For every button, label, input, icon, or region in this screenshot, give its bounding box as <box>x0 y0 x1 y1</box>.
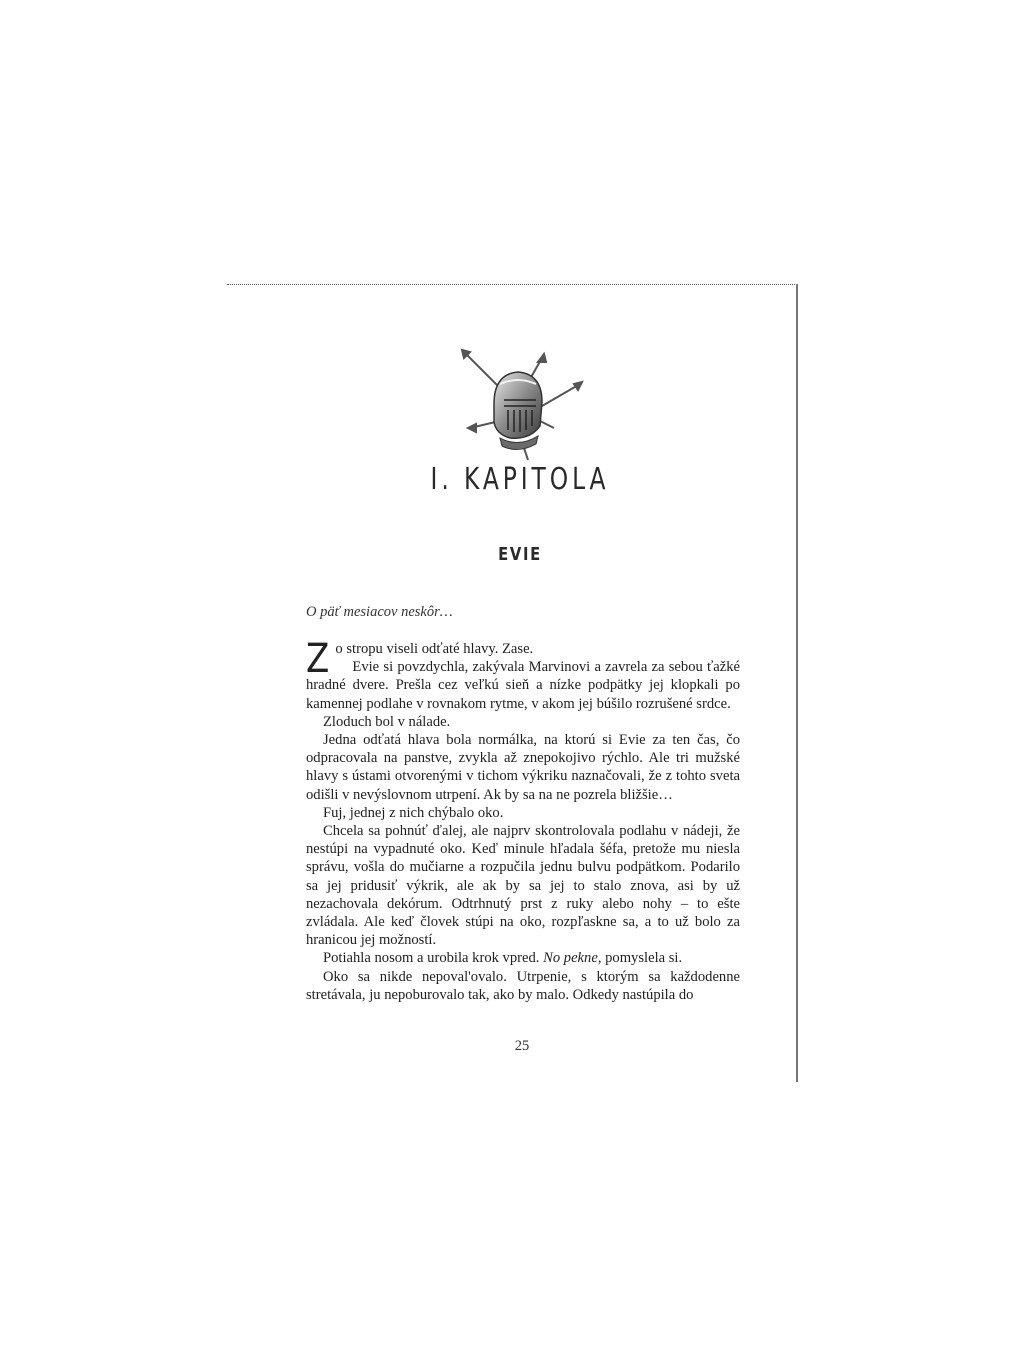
paragraph: Zloduch bol v nálade. <box>323 713 451 730</box>
chapter-title: I. KAPITOLA <box>430 462 610 497</box>
page-top-border <box>227 284 797 285</box>
paragraph: Fuj, jednej z nich chýbalo oko. <box>323 804 504 821</box>
knight-helmet-with-arrows-icon <box>450 344 590 464</box>
body-text <box>306 636 740 1004</box>
paragraph <box>306 636 740 682</box>
paragraph <box>306 949 740 967</box>
paragraph-text: o stropu viseli odťaté hlavy. Zase. <box>335 641 534 657</box>
paragraph-text: , pomyslela si. <box>597 950 683 967</box>
drop-cap: Z <box>306 636 330 682</box>
page-number: 25 <box>514 1038 530 1054</box>
paragraph: Oko sa nikde nepoval'ovalo. Utrpenie, s ktorým sa každodenne stretávala, ju nepoburovalo tak, ako by malo. Odkedy nastúpila do <box>306 968 740 1003</box>
italic-thought: No pekne <box>543 950 598 967</box>
paragraph-text: Potiahla nosom a urobila krok vpred. <box>323 950 544 967</box>
paragraph: Jedna odťatá hlava bola normálka, na ktorú si Evie za ten čas, čo odpracovala na panstve, zvykla až znepokojivo rýchlo. Ale tri mužské hlavy s ústami otvorenými v tichom výkriku naznačovali, že z tohto sveta odišli v nevýslovnom utrpení. Ak by sa na ne pozrela bližšie… <box>306 732 740 803</box>
epigraph: O päť mesiacov neskôr… <box>306 604 453 620</box>
chapter-name: EVIE <box>498 544 542 565</box>
paragraph: Chcela sa pohnúť ďalej, ale najprv skontrolovala podlahu v nádeji, že nestúpi na vypadnuté oko. Keď minule hľadala šéfa, pretože mu niesla správu, vošla do mučiarne a rozpučila jednu bulvu podpätkom. Podarilo sa jej pridusiť výkrik, ale ak by sa jej to stalo znova, asi by už nezachovala dekórum. Odtrhnutý prst z ruky alebo nohy – to ešte zvládala. Ale keď človek stúpi na oko, rozpľaskne sa, a to už bolo za hranicou jej možností. <box>306 823 740 949</box>
paragraph: Evie si povzdychla, zakývala Marvinovi a zavrela za sebou ťažké hradné dvere. Prešla cez veľkú sieň a nízke podpätky jej klopkali po kamennej podlahe v rovnakom rytme, v akom jej búšilo rozrušené srdce. <box>306 659 740 712</box>
page-right-border <box>796 284 798 1082</box>
